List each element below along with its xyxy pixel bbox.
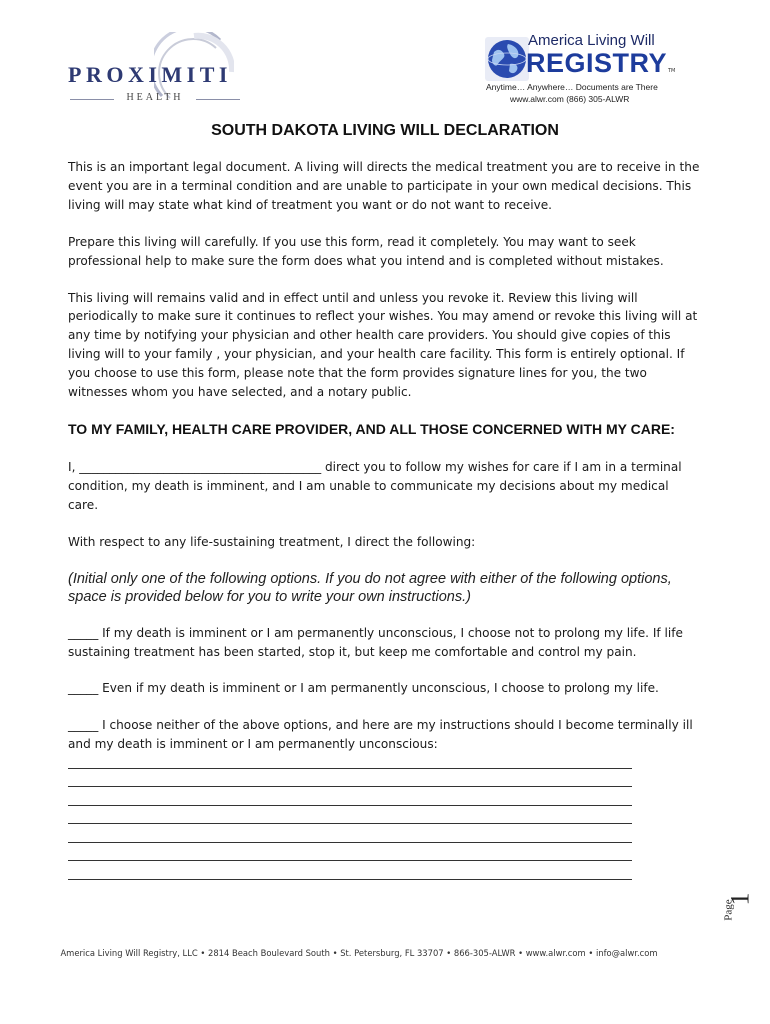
write-line[interactable] [68,824,632,843]
logo-rule [196,99,240,100]
directive-paragraph: I, ________________________________________ direct you to follow my wishes for care if I am in a terminal condition, my death is imminent, and I am unable to communicate my decisions about my medical care. [68,459,682,512]
page-number-value: 1 [725,892,755,906]
logo-tagline: Anytime… Anywhere… Documents are There [486,82,658,92]
write-line[interactable] [68,787,632,806]
logo-sub-row [70,92,240,106]
logo-rule [70,99,114,100]
option-neither: _____ I choose neither of the above options, and here are my instructions should I become terminally ill and my death is imminent or I am permanently unconscious: [68,718,693,752]
option-prolong: _____ Even if my death is imminent or I am permanently unconscious, I choose to prolong my life. [68,681,659,696]
logo-trademark: TM [668,68,676,74]
logo-brand: PROXIMITI [68,62,232,87]
write-line[interactable] [68,769,632,788]
logo-registry-text: REGISTRY [526,48,668,78]
write-line[interactable] [68,843,632,862]
respect-paragraph: With respect to any life-sustaining treatment, I direct the following: [68,534,476,549]
instructions-write-area[interactable] [68,750,700,880]
prepare-paragraph: Prepare this living will carefully. If you use this form, read it completely. You may want to seek professional help to make sure the form does what you intend and is completed without mistakes. [68,234,664,268]
page-number-label: Page [722,899,735,921]
page-footer: America Living Will Registry, LLC • 2814 Beach Boulevard South • St. Petersburg, FL 33707 • 866-305-ALWR • www.alwr.com • info@alwr.com [60,948,658,958]
logo-sub: HEALTH [126,92,184,103]
proximiti-health-logo [66,30,242,106]
option-not-prolong: _____ If my death is imminent or I am permanently unconscious, I choose not to prolong my life. If life sustaining treatment has been started, stop it, but keep me comfortable and control my pain. [68,625,683,659]
globe-icon [484,36,530,82]
intro-paragraph: This is an important legal document. A living will directs the medical treatment you are to receive in the event you are in a terminal condition and are unable to participate in your own medical decisions. This living will may state what kind of treatment you want or do not want to receive. [68,160,700,212]
validity-paragraph: This living will remains valid and in effect until and unless you revoke it. Review this living will periodically to make sure it continues to reflect your wishes. You may amend or revoke this living will at any time by notifying your physician and other health care providers. You should give copies of this living will to your family , your physician, and your health care facility. This form is entirely optional. If you choose to use this form, please note that the form provides signature lines for you, the two witnesses whom you have selected, and a notary public. [68,290,698,400]
logo-contact: www.alwr.com (866) 305-ALWR [510,94,630,104]
logo-top-text: America Living Will [528,32,655,49]
instruction-note: (Initial only one of the following options. If you do not agree with either of the following options, space is provided below for you to write your own instructions.) [68,570,672,605]
write-line[interactable] [68,861,632,880]
page-number [716,880,756,930]
alwr-logo [484,32,684,110]
write-line[interactable] [68,806,632,825]
document-title: SOUTH DAKOTA LIVING WILL DECLARATION [211,122,559,139]
section-heading: TO MY FAMILY, HEALTH CARE PROVIDER, AND ALL THOSE CONCERNED WITH MY CARE: [68,420,675,437]
document-body [68,158,700,880]
